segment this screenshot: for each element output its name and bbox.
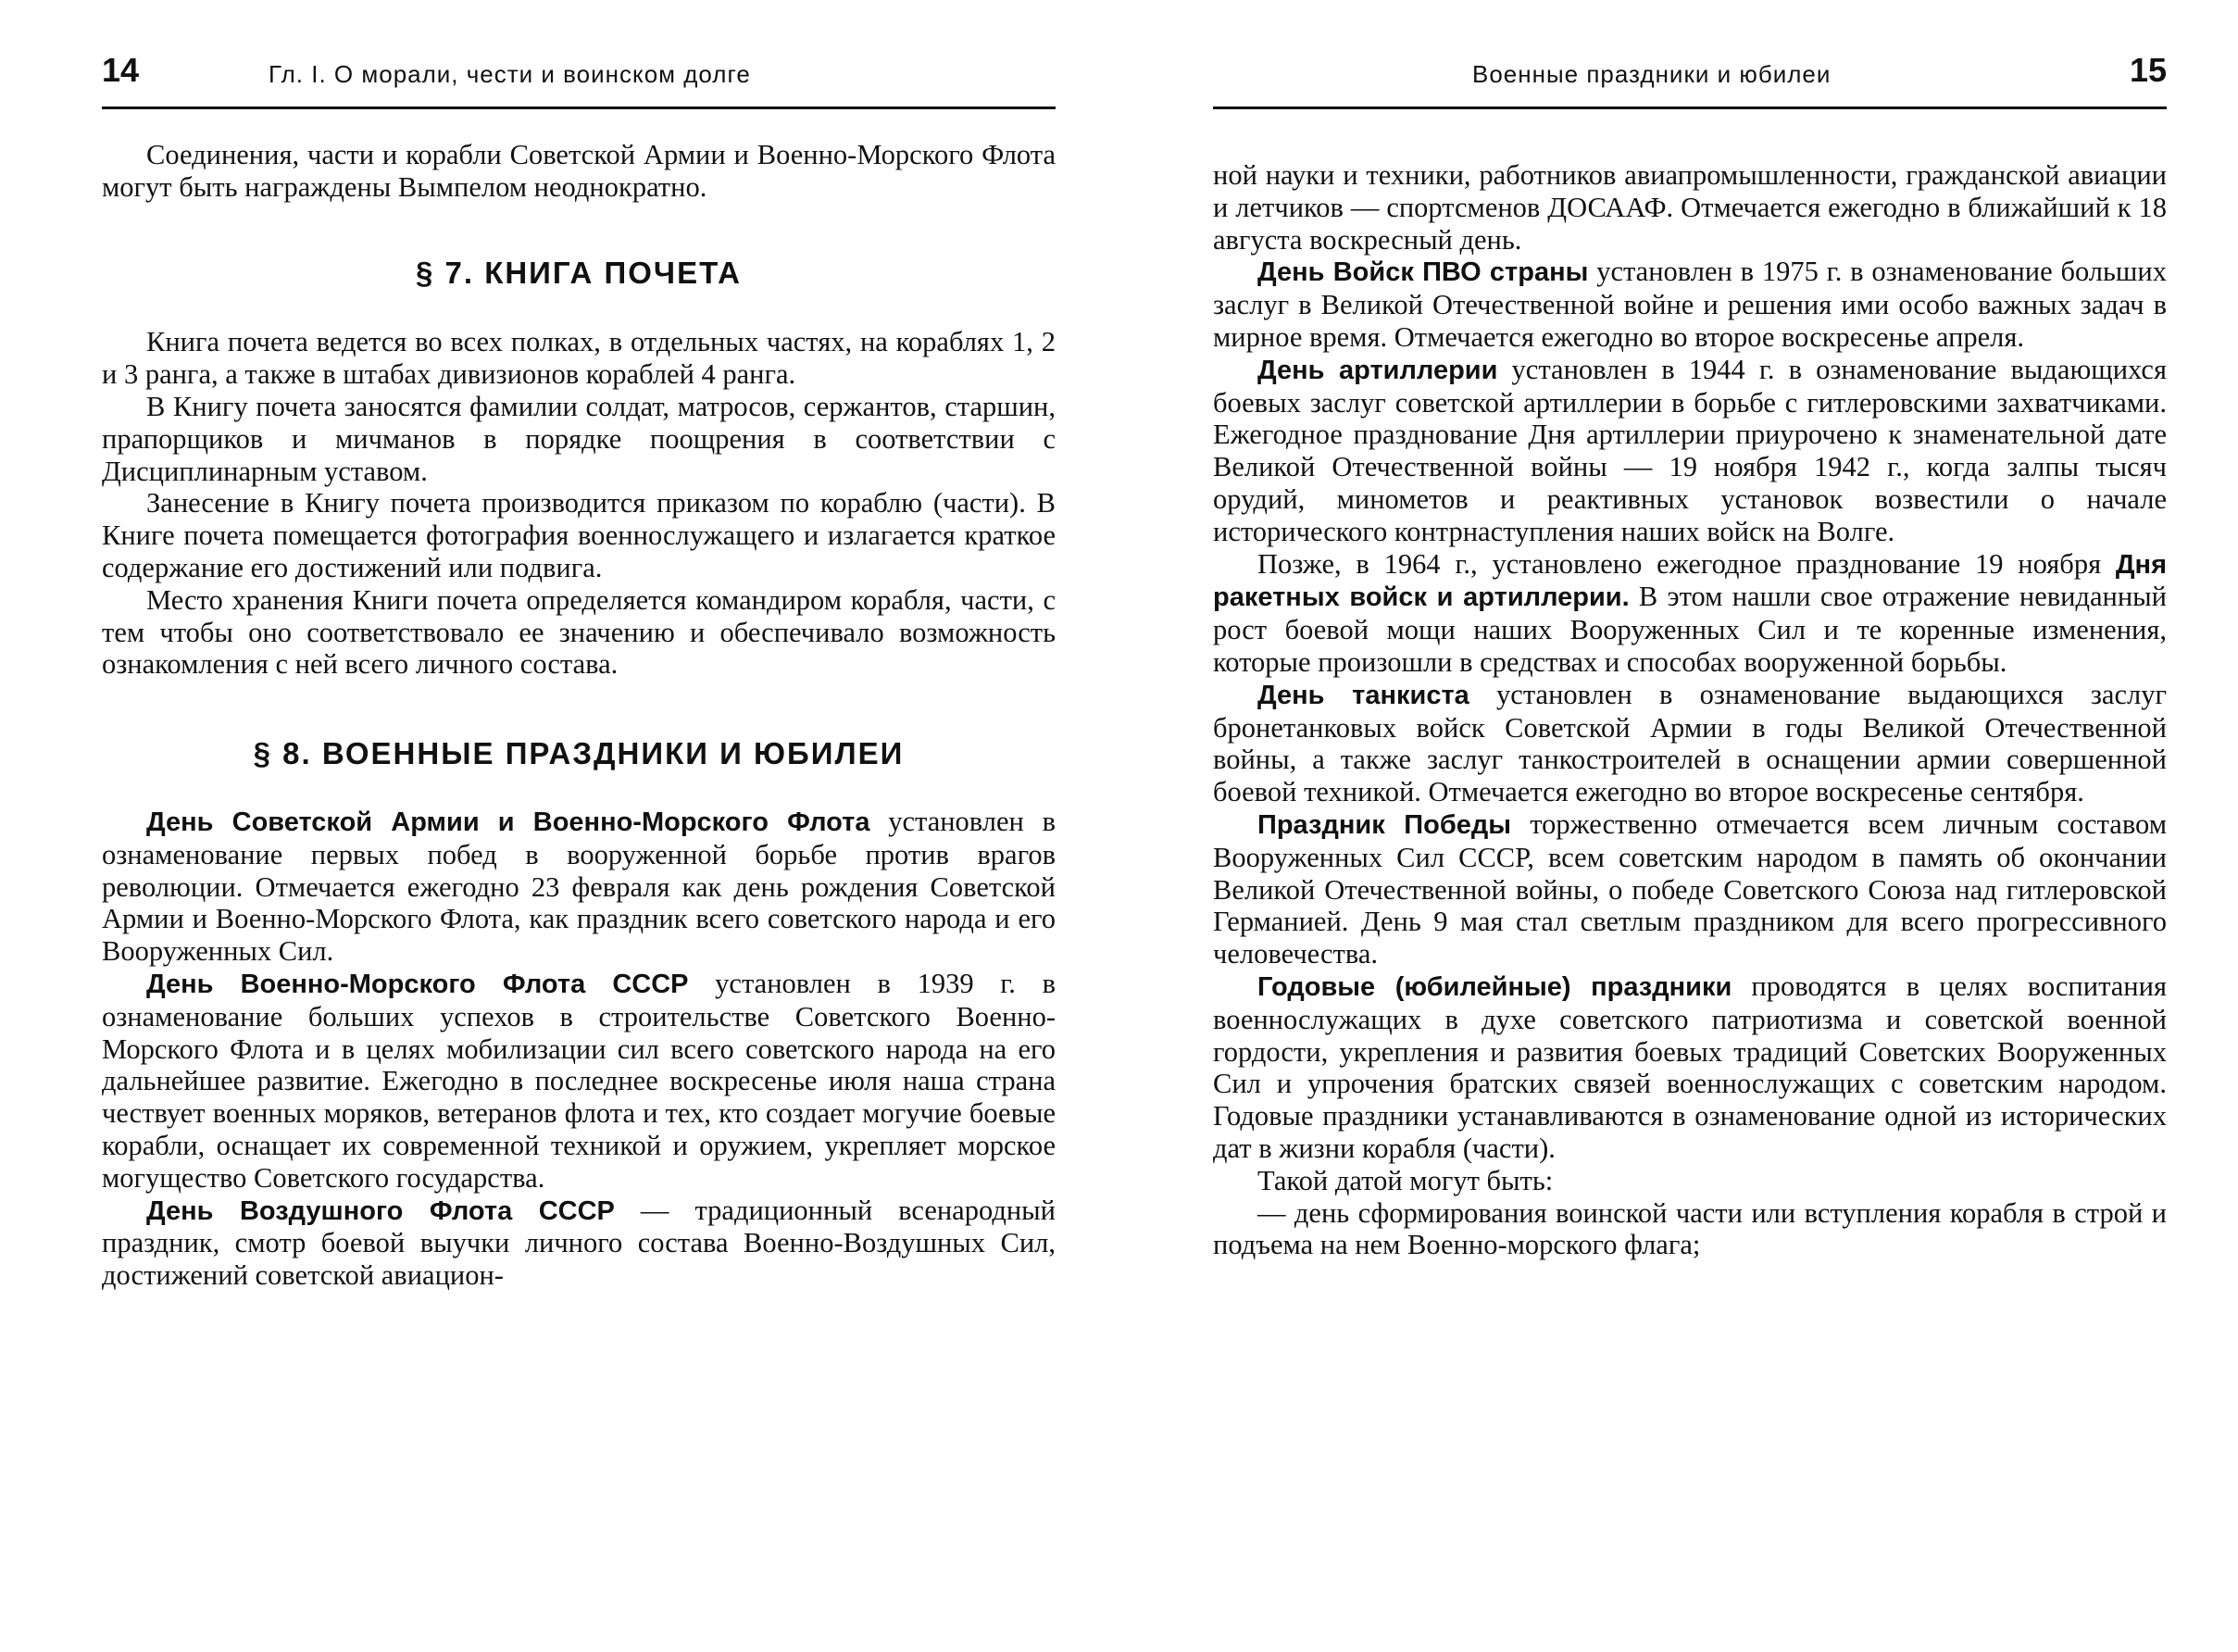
section-heading-7: § 7. КНИГА ПОЧЕТА bbox=[415, 255, 743, 290]
paragraph-continued: ной науки и техники, работников авиапромышленности, гражданской авиации и летчиков — спортсменов ДОСААФ. Отмечается ежегодно в ближайший к 18 августа воскресный день. bbox=[1213, 159, 2167, 256]
paragraph-victory-day bbox=[1213, 808, 2167, 970]
paragraph-formation-day: — день сформирования воинской части или вступления корабля в строй и подъема на нем Военно-морского флага; bbox=[1213, 1196, 2167, 1261]
page-body bbox=[1213, 159, 2167, 1261]
text-artillery-day: установлен в 1944 г. в ознаменование выдающихся боевых заслуг советской артиллерии в борьбе с гитлеровскими захватчиками. Ежегодное празднование Дня артиллерии приурочено к знаменательной дате Великой Отечественной войны — 19 ноября 1942 г., когда залпы тысяч орудий, минометов и реактивных установок возвестили о начале исторического контрнаступления наших войск на Волге. bbox=[1213, 353, 2167, 547]
text-pvo-day: установлен в 1975 г. в ознаменование больших заслуг в Великой Отечественной войне и решения ими особо важных задач в мирное время. Отмечается ежегодно во второе воскресенье апреля. bbox=[1213, 256, 2167, 353]
paragraph-book-4: Место хранения Книги почета определяется командиром корабля, части, с тем чтобы оно соответствовало ее значению и обеспечивало возможность ознакомления с ней всего личного состава. bbox=[102, 583, 1056, 681]
text-victory-day: торжественно отмечается всем личным составом Вооруженных Сил СССР, всем советским народом в память об окончании Великой Отечественной войны, о победе Советского Союза над гитлеровской Германией. День 9 мая стал светлым праздником для всего прогрессивного человечества. bbox=[1213, 807, 2167, 970]
section-heading-8: § 8. ВОЕННЫЕ ПРАЗДНИКИ И ЮБИЛЕИ bbox=[253, 736, 905, 771]
paragraph-book-3: Занесение в Книгу почета производится приказом по кораблю (части). В Книге почета помещается фотография военнослужащего и излагается краткое содержание его достижений или подвига. bbox=[102, 487, 1056, 583]
term-air-day: День Воздушного Флота СССР bbox=[146, 1195, 615, 1226]
term-victory-day: Праздник Победы bbox=[1257, 809, 1512, 840]
term-army-day: День Советской Армии и Военно-Морского Флота bbox=[146, 807, 870, 837]
text-tank-day: установлен в ознаменование выдающихся заслуг бронетанковых войск Советской Армии в годы Великой Отечественной войны, а также заслуг танкостроителей в оснащении армии совершенной боевой техникой. Отмечается ежегодно во второе воскресенье сентября. bbox=[1213, 678, 2167, 808]
term-navy-day: День Военно-Морского Флота СССР bbox=[146, 969, 689, 999]
text-army-day: установлен в ознаменование первых побед в вооруженной борьбе против врагов революции. Отмечается ежегодно 23 февраля как день рождения Советской Армии и Военно-Морского Флота, как праздник всего советского народа и его Вооруженных Сил. bbox=[102, 805, 1056, 968]
text-rocket-after: В этом нашли свое отражение невиданный рост боевой мощи наших Вооруженных Сил и те коренные изменения, которые произошли в средствах и способах вооруженной борьбы. bbox=[1213, 581, 2167, 678]
term-annual-holidays: Годовые (юбилейные) праздники bbox=[1257, 971, 1732, 1002]
left-page bbox=[102, 0, 1056, 1652]
paragraph-army-day bbox=[102, 806, 1056, 968]
term-artillery-day: День артиллерии bbox=[1257, 355, 1498, 385]
running-head-title: Гл. I. О морали, чести и воинском долге bbox=[269, 60, 751, 88]
term-tank-day: День танкиста bbox=[1257, 680, 1469, 710]
paragraph-artillery-day bbox=[1213, 354, 2167, 548]
paragraph-book-2: В Книгу почета заносятся фамилии солдат, матросов, сержантов, старшин, прапорщиков и мичманов в порядке поощрения в соответствии с Дисциплинарным уставом. bbox=[102, 390, 1056, 487]
term-pvo-day: День Войск ПВО страны bbox=[1257, 257, 1589, 288]
page-number: 14 bbox=[102, 51, 140, 89]
page-body bbox=[102, 139, 1056, 1292]
running-head-title: Военные праздники и юбилеи bbox=[1472, 60, 1832, 88]
paragraph-pvo-day bbox=[1213, 256, 2167, 353]
right-page bbox=[1213, 0, 2167, 1652]
paragraph-book-1: Книга почета ведется во всех полках, в отдельных частях, на кораблях 1, 2 и 3 ранга, а также в штабах дивизионов кораблей 4 ранга. bbox=[102, 326, 1056, 391]
running-head bbox=[1213, 51, 2167, 109]
paragraph-rocket-day bbox=[1213, 548, 2167, 679]
text-air-day: — традиционный всенародный праздник, смотр боевой выучки личного состава Военно-Воздушных Сил, достижений советской авиацион- bbox=[102, 1194, 1056, 1292]
text-navy-day: установлен в 1939 г. в ознаменование больших успехов в строительстве Советского Военно-Морского Флота и в целях мобилизации сил всего советского народа на его дальнейшее развитие. Ежегодно в последнее воскресенье июля наша страна чествует военных моряков, ветеранов флота и тех, кто создает могучие боевые корабли, оснащает их современной техникой и оружием, укрепляет морское могущество Советского государства. bbox=[102, 967, 1056, 1194]
paragraph-pennant: Соединения, части и корабли Советской Армии и Военно-Морского Флота могут быть награждены Вымпелом неоднократно. bbox=[102, 139, 1056, 203]
paragraph-such-date: Такой датой могут быть: bbox=[1257, 1164, 1554, 1196]
paragraph-annual-holidays bbox=[1213, 970, 2167, 1165]
text-annual-holidays: проводятся в целях воспитания военнослужащих в духе советского патриотизма и советской военной гордости, укрепления и развития боевых традиций Советских Вооруженных Сил и упрочения братских связей военнослужащих с советским народом. Годовые праздники устанавливаются в ознаменование одной из исторических дат в жизни корабля (части). bbox=[1213, 970, 2167, 1164]
paragraph-tank-day bbox=[1213, 679, 2167, 808]
running-head bbox=[102, 51, 1056, 109]
page-number: 15 bbox=[2129, 51, 2167, 89]
paragraph-navy-day bbox=[102, 968, 1056, 1195]
text-rocket-before: Позже, в 1964 г., установлено ежегодное празднование 19 ноября bbox=[1257, 547, 2116, 580]
term-rocket-day: Дня ракетных войск и артиллерии. bbox=[1213, 549, 2167, 613]
paragraph-air-day bbox=[102, 1195, 1056, 1292]
